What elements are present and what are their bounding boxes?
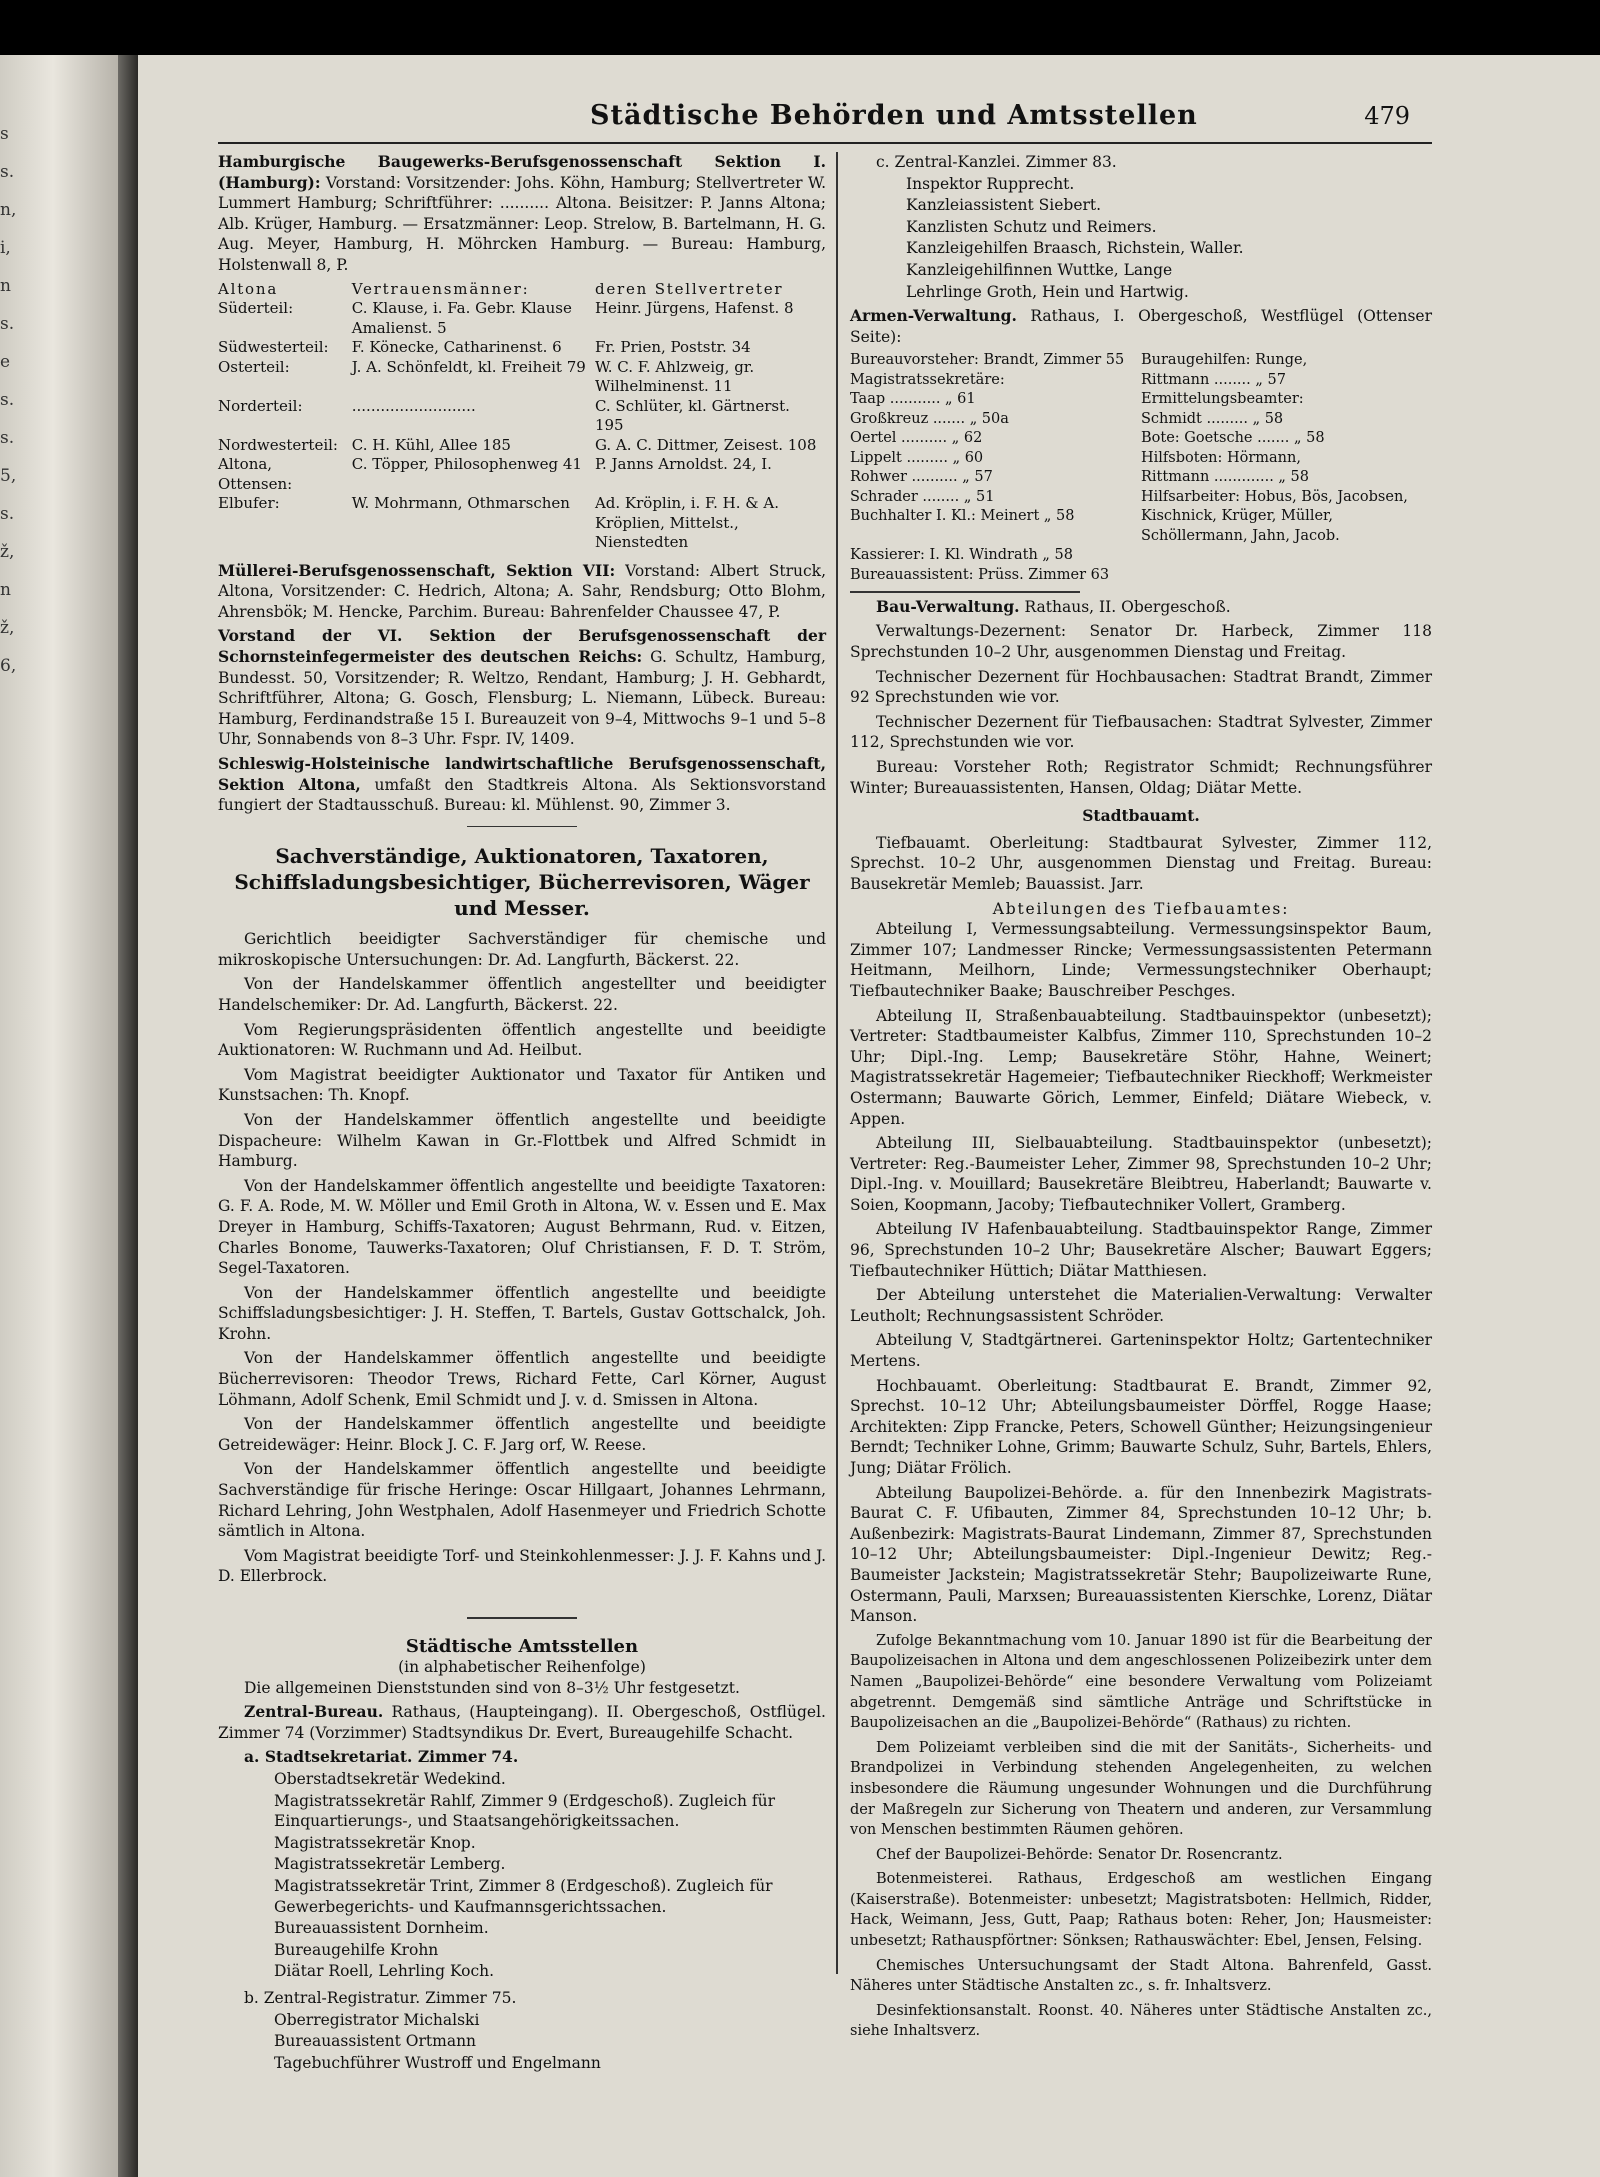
zentral-kanzlei-list [850,152,1432,302]
bekanntmachung-text: Zufolge Bekanntmachung vom 10. Januar 1890 ist für die Bearbeitung der Baupolizeisachen in Altona und dem angeschlossenen Polizeibezirk unter dem Namen „Baupolizei-Behörde“ eine besondere Verwaltung vom Polizeiamt abgetrennt. Demgemäß sind sämtliche Anträge und Schriftstücke in Baupolizeisachen an die „Baupolizei-Behörde“ (Rathaus) zu richten. [850,1632,1432,1732]
table-header-cell: deren Stellvertreter [594,279,784,298]
list-item: Von der Handelskammer öffentlich angestellte und beeidigte Bücherrevisoren: Theodor Trews, Richard Fette, Carl Körner, August Löhmann, Adolf Schenk, Emil Schmidt und J. v. d. Smissen in Altona. [218,1349,826,1409]
list-item: Magistratssekretär Trint, Zimmer 8 (Erdgeschoß). Zugleich für Gewerbegerichts- und Kaufmannsgerichtssachen. [274,1877,773,1916]
armen-table [850,351,1432,585]
adjacent-page-fragment: s. [0,314,15,334]
table-cell: Bureauvorsteher: Brandt, Zimmer 55 [850,352,1125,369]
table-cell: Nordwesterteil: [218,435,338,454]
list-item: b. Zentral-Registratur. Zimmer 75. [244,1989,517,2007]
bau-verwaltung-title: Bau-Verwaltung. [876,596,1020,616]
table-cell: Süderteil: [218,299,294,318]
list-item: c. Zentral-Kanzlei. Zimmer 83. [876,153,1117,171]
table-row [850,566,1432,586]
list-item: Von der Handelskammer öffentlich angestellte und beeidigte Schiffsladungsbesichtiger: J. H. Steffen, T. Bartels, Gustav Gottschalck, Joh. Krohn. [218,1283,826,1343]
chemisches-amt-entry: Chemisches Untersuchungsamt der Stadt Altona. Bahrenfeld, Gasst. Näheres unter Städtische Anstalten zc., s. fr. Inhaltsverz. [850,1957,1432,1995]
adjacent-page-fragment: s [0,124,9,144]
table-cell: Ad. Kröplin, i. F. H. & A. Kröplien, Mittelst., Nienstedten [594,494,779,552]
abteilungen-list [850,919,1432,1371]
stadtsekretariat-list [218,1747,826,1982]
schornstein-text: G. Schultz, Hamburg, Bundesst. 50, Vorsitzender; R. Weltzo, Rendant, Hamburg; J. H. Gebhardt, Schriftführer, Altona; G. Gosch, Flensburg; L. Niemann, Lübeck. Bureau: Hamburg, Ferdinandstraße 15 I. Bureauzeit von 9–4, Mittwochs 9–1 und 5–8 Uhr, Sonnabends von 8–3 Uhr. Fspr. IV, 1409. [218,647,826,749]
table-cell: Kischnick, Krüger, Müller, Schöllermann, Jahn, Jacob. [1141,508,1340,544]
table-cell: Buraugehilfen: Runge, [1141,352,1308,369]
table-row [850,351,1432,371]
sachverstaendige-heading: Sachverständige, Auktionatoren, Taxatoren, Schiffsladungsbesichtiger, Bücherrevisoren, Wäger und Messer. [234,844,810,921]
table-row [850,449,1432,469]
abteilungen-heading: Abteilungen des Tiefbauamtes: [992,899,1290,918]
botenmeisterei-entry: Botenmeisterei. Rathaus, Erdgeschoß am westlichen Eingang (Kaiserstraße). Botenmeister: unbesetzt; Magistratsboten: Hellmich, Ridder, Hack, Weimann, Jess, Gutt, Paap; Rathaus boten: Reher, Jon; Hausmeister: unbesetzt; Rathauspförtner: Sönksen; Rathauswächter: Ebel, Jensen, Felsing. [850,1871,1432,1950]
adjacent-page-fragment: 5, [0,466,17,486]
table-cell: C. H. Kühl, Allee 185 [351,435,511,454]
table-cell: Magistratssekretäre: [850,371,1005,388]
right-column [850,152,1432,2046]
baugewerk-entry [218,152,826,276]
table-row [850,410,1432,430]
table-cell: Oertel .......... „ 62 [850,430,983,447]
table-row [218,299,826,338]
table-row [218,338,826,358]
table-row [850,429,1432,449]
table-cell: Rittmann ............. „ 58 [1141,469,1309,486]
list-item: Kanzleigehilfen Braasch, Richstein, Waller. [906,239,1244,258]
zentral-bureau-text: Rathaus, (Haupteingang). II. Obergeschoß, Ostflügel. Zimmer 74 (Vorzimmer) Stadtsyndikus Dr. Evert, Bureaugehilfe Schacht. [218,1703,826,1742]
table-cell: Hilfsboten: Hörmann, [1141,449,1301,466]
table-header-row [218,280,826,300]
adjacent-page-fragment: s. [0,390,15,410]
section-rule [850,591,1080,593]
tiefbauamt-entry: Tiefbauamt. Oberleitung: Stadtbaurat Sylvester, Zimmer 112, Sprechst. 10–2 Uhr, ausgenommen Dienstag und Freitag. Bureau: Bausekretär Memleb; Bauassist. Jarr. [850,833,1432,893]
list-item: Abteilung III, Sielbauabteilung. Stadtbauinspektor (unbesetzt); Vertreter: Reg.-Baumeister Leher, Zimmer 98, Sprechstunden 10–2 Uhr; Dipl.-Ing. v. Mouillard; Bausekretäre Bleibtreu, Haberlandt; Bauwarte v. Soien, Koopmann, Jacoby; Tiefbautechniker Vollert, Gramberg. [850,1134,1432,1214]
adjacent-page-fragment: s. [0,428,15,448]
adjacent-page-text [0,115,30,685]
list-item: Von der Handelskammer öffentlich angestellte und beeidigte Dispacheure: Wilhelm Kawan in Gr.-Flottbek und Alfred Schmidt in Hamburg. [218,1110,826,1171]
page-header [590,100,1410,140]
adjacent-page-fragment: ž, [0,542,15,562]
adjacent-page-fragment: e [0,352,11,372]
adjacent-page-strip [0,55,118,2177]
list-item: Von der Handelskammer öffentlich angestellte und beeidigte Taxatoren: G. F. A. Rode, M. W. Möller und Emil Groth in Altona, W. v. Essen und E. Max Dreyer in Hamburg, Schiffs-Taxatoren; August Behrmann, Rud. v. Eitzen, Charles Bonome, Tauwerks-Taxatoren; Oluf Christiansen, F. D. T. Ström, Segel-Taxatoren. [218,1176,826,1278]
zentral-bureau-entry [218,1702,826,1743]
adjacent-page-fragment: n [0,580,11,600]
bau-verwaltung-list [850,621,1432,798]
table-row [218,358,826,397]
zentral-bureau-title: Zentral-Bureau. [244,1702,384,1722]
list-item: Vom Regierungspräsidenten öffentlich angestellte und beeidigte Auktionatoren: W. Ruchmann und Ad. Heilbut. [218,1020,826,1060]
adjacent-page-fragment: 6, [0,656,17,676]
table-header-cell: Altona [218,279,279,298]
list-item: Verwaltungs-Dezernent: Senator Dr. Harbeck, Zimmer 118 Sprechstunden 10–2 Uhr, ausgenommen Dienstag und Freitag. [850,622,1432,662]
table-cell: Bureauassistent: Prüss. Zimmer 63 [850,566,1110,583]
polizeiamt-text: Dem Polizeiamt verbleiben sind die mit der Sanitäts-, Sicherheits- und Brandpolizei in Verbindung stehenden Angelegenheiten, zu welchen insbesondere die Räumung ungesunder Wohnungen und die Durchführung der Maßregeln zur Sicherung von Theatern und anderen, zur Versammlung von Menschen bestimmten Räumen gehören. [850,1739,1432,1839]
list-item: Technischer Dezernent für Tiefbausachen: Stadtrat Sylvester, Zimmer 112, Sprechstunden wie vor. [850,712,1432,752]
list-item: Abteilung V, Stadtgärtnerei. Garteninspektor Holtz; Gartentechniker Mertens. [850,1331,1432,1371]
list-item: Abteilung I, Vermessungsabteilung. Vermessungsinspektor Baum, Zimmer 107; Landmesser Rincke; Vermessungsassistenten Petermann Heitmann, Meilhorn, Linde; Vermessungstechniker Oberhaupt; Tiefbautechniker Baake; Bauschreiber Peschges. [850,920,1432,1000]
table-cell: J. A. Schönfeldt, kl. Freiheit 79 [351,357,586,376]
table-cell: Rittmann ........ „ 57 [1141,371,1286,388]
table-cell: Schmidt ......... „ 58 [1141,410,1284,427]
armen-title: Armen-Verwaltung. [850,306,1017,326]
list-item: Von der Handelskammer öffentlich angestellte und beeidigte Getreidewäger: Heinr. Block J. C. F. Jarg orf, W. Reese. [218,1415,826,1454]
adjacent-page-fragment: n [0,276,11,296]
table-cell: Fr. Prien, Poststr. 34 [594,338,751,357]
list-item: Kanzleiassistent Siebert. [906,196,1102,215]
list-item: Vom Magistrat beeidigter Auktionator und Taxator für Antiken und Kunstsachen: Th. Knopf. [218,1065,826,1105]
vertrauensmaenner-table [218,280,826,553]
list-item: Bureauassistent Dornheim. [274,1919,489,1938]
table-cell: C. Töpper, Philosophenweg 41 [351,455,582,474]
list-item: Magistratssekretär Lemberg. [274,1855,506,1874]
column-divider [836,152,838,1974]
list-item: Kanzleigehilfinnen Wuttke, Lange [906,260,1173,279]
table-cell: Norderteil: [218,396,303,415]
table-header-cell: Vertrauensmänner: [351,279,530,298]
table-cell: W. Mohrmann, Othmarschen [351,494,570,513]
list-item: Abteilung II, Straßenbauabteilung. Stadtbauinspektor (unbesetzt); Vertreter: Stadtbaumeister Kalbfus, Zimmer 110, Sprechstunden 10–2 Uhr; Dipl.-Ing. Lemp; Bausekretäre Stöhr, Hahne, Weinert; Magistratssekretär Hagemeier; Tiefbautechniker Rieckhoff; Werkmeister Ostermann; Bauwarte Görich, Lemmer, Einfeld; Diätare Wiebeck, v. Appen. [850,1006,1432,1128]
adjacent-page-fragment: n, [0,200,17,220]
table-row [850,371,1432,391]
table-row [850,468,1432,488]
table-row [850,390,1432,410]
table-cell: Südwesterteil: [218,338,329,357]
list-item: Vom Magistrat beeidigte Torf- und Steinkohlenmesser: J. J. F. Kahns und J. D. Ellerbrock. [218,1546,826,1586]
list-item: Gerichtlich beeidigter Sachverständiger für chemische und mikroskopische Untersuchungen: Dr. Ad. Langfurth, Bäckerst. 22. [218,930,826,969]
hochbauamt-entry: Hochbauamt. Oberleitung: Stadtbaurat E. Brandt, Zimmer 92, Sprechst. 10–12 Uhr; Abteilungsbaumeister Dörffel, Rogge Haase; Architekten: Zipp Francke, Peters, Schowell Günther; Heizungsingenieur Berndt; Techniker Lohne, Grimm; Bauwarte Schulz, Suhr, Bartels, Ehlers, Jung; Diätar Frölich. [850,1376,1432,1477]
armen-entry [850,306,1432,347]
list-item: Bureau: Vorsteher Roth; Registrator Schmidt; Rechnungsführer Winter; Bureauassistenten, Hansen, Oldag; Diätar Mette. [850,758,1432,797]
book-gutter [118,55,138,2177]
table-cell: Buchhalter I. Kl.: Meinert „ 58 [850,508,1075,525]
schleswig-title: Schleswig-Holsteinische landwirtschaftliche Berufsgenossenschaft, Sektion Altona, [218,753,826,794]
schleswig-entry [218,754,826,816]
table-cell: Schrader ........ „ 51 [850,488,995,505]
schleswig-text: umfaßt den Stadtkreis Altona. Als Sektionsvorstand fungiert der Stadtausschuß. Bureau: kl. Mühlenst. 90, Zimmer 3. [218,775,826,815]
list-item: Oberregistrator Michalski [274,2010,480,2029]
section-rule [467,826,577,828]
table-row [850,507,1432,546]
schornstein-title: Vorstand der VI. Sektion der Berufsgenossenschaft der Schornsteinfegermeister des deutschen Reichs: [218,626,826,666]
list-item: Magistratssekretär Knop. [274,1833,476,1852]
table-cell: Heinr. Jürgens, Hafenst. 8 [594,299,794,318]
list-item: Magistratssekretär Rahlf, Zimmer 9 (Erdgeschoß). Zugleich für Einquartierungs-, und Staatsangehörigkeitssachen. [274,1791,776,1831]
table-row [218,436,826,456]
header-rule [218,142,1432,144]
table-cell: Bote: Goetsche ....... „ 58 [1141,430,1325,447]
table-cell: Osterteil: [218,357,290,376]
table-cell: Ermittelungsbeamter: [1141,391,1304,408]
list-item: Von der Handelskammer öffentlich angestellter und beeidigter Handelschemiker: Dr. Ad. Langfurth, Bäckerst. 22. [218,975,826,1014]
table-cell: C. Schlüter, kl. Gärtnerst. 195 [594,396,790,435]
list-item: Technischer Dezernent für Hochbausachen: Stadtrat Brandt, Zimmer 92 Sprechstunden wie vor. [850,667,1432,707]
table-cell: P. Janns Arnoldst. 24, I. [594,455,772,474]
table-cell: C. Klause, i. Fa. Gebr. Klause Amalienst. 5 [351,299,572,337]
list-item: Kanzlisten Schutz und Reimers. [906,217,1157,236]
muellerei-entry [218,561,826,623]
armen-text: Rathaus, I. Obergeschoß, Westflügel (Ottenser Seite): [850,307,1432,346]
muellerei-text: Vorstand: Albert Struck, Altona, Vorsitzender: C. Hedrich, Altona; A. Sahr, Rendsburg; Otto Blohm, Ahrensbök; M. Hencke, Parchim. Bureau: Bahrenfelder Chaussee 47, P. [218,561,826,621]
list-item: Bureaugehilfe Krohn [274,1940,439,1959]
table-cell: .......................... [351,396,476,415]
zentral-registratur-list [218,1988,826,2073]
list-item: Oberstadtsekretär Wedekind. [274,1770,506,1789]
list-item: Abteilung IV Hafenbauabteilung. Stadtbauinspektor Range, Zimmer 96, Sprechstunden 10–2 Uhr; Bausekretäre Alscher; Bauwart Eggers; Tiefbautechniker Hüttich; Diätar Matthiesen. [850,1220,1432,1280]
table-cell: Lippelt ......... „ 60 [850,449,984,466]
list-item: Bureauassistent Ortmann [274,2032,477,2051]
list-item: Inspektor Rupprecht. [906,174,1075,193]
table-row [850,488,1432,508]
baugewerk-text: Vorstand: Vorsitzender: Johs. Köhn, Hamburg; Stellvertreter W. Lummert Hamburg; Schriftführer: .......... Altona. Beisitzer: P. Janns Altona; Alb. Krüger, Hamburg. — Ersatzmänner: Leop. Strelow, B. Bartelmann, H. G. Aug. Meyer, Hamburg, H. Möhrcken Hamburg. — Bureau: Hamburg, Holstenwall 8, P. [218,173,826,274]
amtsstellen-subheading: (in alphabetischer Reihenfolge) [398,1658,646,1677]
table-cell: G. A. C. Dittmer, Zeisest. 108 [594,435,817,454]
list-item: Von der Handelskammer öffentlich angestellte und beeidigte Sachverständige für frische Heringe: Oscar Hillgaart, Johannes Lehrmann, Richard Lehring, John Westphalen, Adolf Hasenmeyer und Friedrich Schotte sämtlich in Altona. [218,1460,826,1541]
table-cell: Großkreuz ....... „ 50a [850,410,1009,427]
baupolizei-chef: Chef der Baupolizei-Behörde: Senator Dr. Rosencrantz. [876,1846,1283,1863]
baupolizei-entry: Abteilung Baupolizei-Behörde. a. für den Innenbezirk Magistrats-Baurat C. F. Ufibauten, Zimmer 84, Sprechstunden 10–12 Uhr; b. Außenbezirk: Magistrats-Baurat Lindemann, Zimmer 87, Sprechstunden 10–12 Uhr; Abteilungsbaumeister: Dipl.-Ingenieur Dewitz; Reg.-Baumeister Jackstein; Magistratssekretär Stehr; Baupolizeiwarte Rune, Ostermann, Pauli, Marxsen; Bureauassistenten Kierschke, Lorenz, Diätar Manson. [850,1483,1432,1626]
table-cell: Taap ........... „ 61 [850,391,976,408]
list-item: a. Stadtsekretariat. Zimmer 74. [244,1747,519,1767]
left-column [218,152,826,2074]
page-number: 479 [1364,102,1410,130]
list-item: Lehrlinge Groth, Hein und Hartwig. [906,282,1189,301]
desinfektion-entry: Desinfektionsanstalt. Roonst. 40. Näheres unter Städtische Anstalten zc., siehe Inhaltsverz. [850,2002,1432,2040]
table-cell: Altona, Ottensen: [218,455,293,493]
section-rule [467,1617,577,1619]
table-cell: Hilfsarbeiter: Hobus, Bös, Jacobsen, [1141,488,1408,505]
list-item: Diätar Roell, Lehrling Koch. [274,1962,495,1981]
list-item: Der Abteilung unterstehet die Materialien-Verwaltung: Verwalter Leutholt; Rechnungsassistent Schröder. [850,1286,1432,1325]
table-row [218,494,826,553]
table-row [850,546,1432,566]
dienststunden-note: Die allgemeinen Dienststunden sind von 8–3½ Uhr festgesetzt. [244,1678,740,1697]
adjacent-page-fragment: s. [0,162,15,182]
table-cell: Kassierer: I. Kl. Windrath „ 58 [850,547,1073,564]
bau-verwaltung-location: Rathaus, II. Obergeschoß. [1024,597,1231,616]
table-row [218,397,826,436]
table-cell: W. C. F. Ahlzweig, gr. Wilhelminenst. 11 [594,357,755,396]
schornstein-entry [218,626,826,750]
amtsstellen-heading: Städtische Amtsstellen [405,1635,639,1657]
adjacent-page-fragment: s. [0,504,15,524]
muellerei-title: Müllerei-Berufsgenossenschaft, Sektion VII: [218,560,616,580]
stadtbauamt-heading: Stadtbauamt. [1082,806,1200,826]
page-title: Städtische Behörden und Amtsstellen [590,100,1198,131]
table-cell [1141,546,1432,566]
table-cell: F. Könecke, Catharinenst. 6 [351,338,562,357]
sachverstaendige-list [218,929,826,1587]
table-cell: Rohwer .......... „ 57 [850,469,993,486]
table-cell: Elbufer: [218,494,280,513]
baugewerk-title: Hamburgische Baugewerks-Berufsgenossenschaft Sektion I. (Hamburg): [218,152,826,192]
adjacent-page-fragment: i, [0,238,11,258]
bau-verwaltung-entry [850,597,1432,618]
adjacent-page-fragment: ž, [0,618,15,638]
table-row [218,455,826,494]
list-item: Tagebuchführer Wustroff und Engelmann [274,2053,601,2072]
table-cell [1141,566,1432,586]
